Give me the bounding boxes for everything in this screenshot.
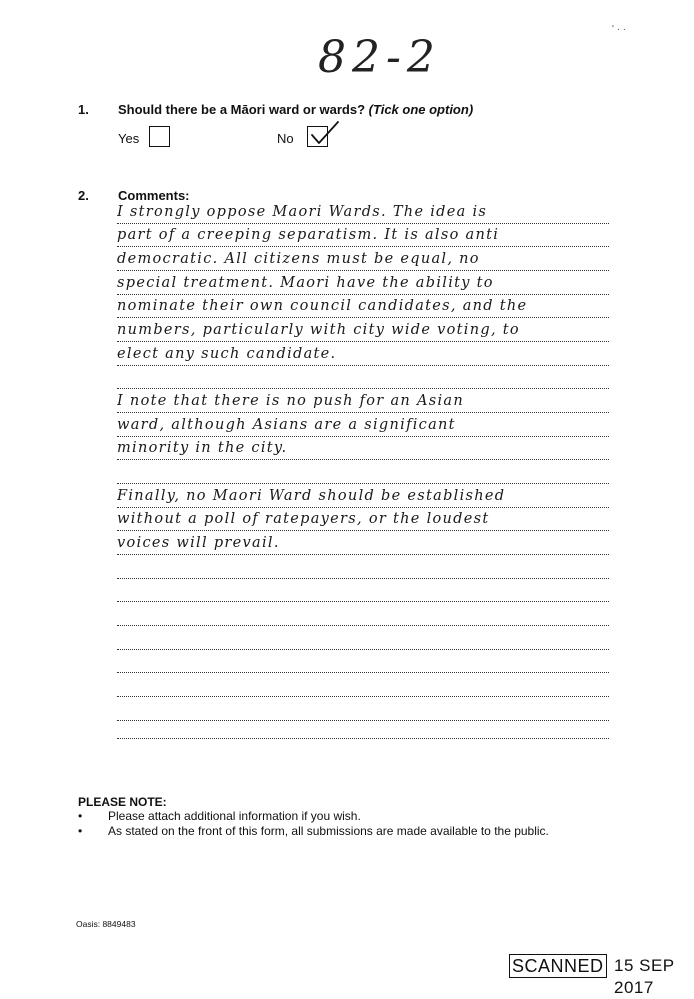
comment-line [117,366,609,389]
stamp-date: 15 SEP 2017 [614,956,675,997]
comment-line: ward, although Asians are a significant [117,414,609,437]
question-1-number: 1. [78,102,89,117]
comment-line [117,556,609,579]
comment-line: part of a creeping separatism. It is also anti [117,224,609,247]
comment-line: voices will prevail. [117,532,609,555]
question-1-prompt: Should there be a Māori ward or wards? [118,102,366,117]
note-item [78,809,361,823]
comment-line: elect any such candidate. [117,343,609,366]
comment-line [117,579,609,602]
comment-line [117,716,609,739]
comment-line: without a poll of ratepayers, or the loudest [117,508,609,531]
comment-line: democratic. All citizens must be equal, no [117,248,609,271]
comment-line: numbers, particularly with city wide voting, to [117,319,609,342]
comment-line: I strongly oppose Maori Wards. The idea is [117,201,609,224]
question-1-text [118,102,473,117]
note-item [78,824,549,838]
bullet: • [78,824,83,838]
comment-line: Finally, no Maori Ward should be established [117,485,609,508]
comments-label: Comments: [118,188,190,203]
option-yes-label: Yes [118,131,140,146]
comment-line: I note that there is no push for an Asian [117,390,609,413]
form-id: Oasis: 8849483 [76,919,136,929]
scanned-stamp: SCANNED [509,954,607,978]
comment-line [117,674,609,697]
question-2-number: 2. [78,188,89,203]
comment-line [117,461,609,484]
comment-line: special treatment. Maori have the ability to [117,272,609,295]
page-number-handwritten: 82-2 [318,32,441,83]
comment-line: minority in the city. [117,437,609,460]
option-no-checkbox[interactable] [307,126,328,147]
checkmark-icon [308,119,340,149]
scan-marks: ' · · [612,24,627,35]
comment-line [117,650,609,673]
option-yes-checkbox[interactable] [149,126,170,147]
comment-line [117,627,609,650]
question-1-instruction: (Tick one option) [368,102,474,117]
comment-line: nominate their own council candidates, and the [117,295,609,318]
comment-line [117,603,609,626]
please-note-title: PLEASE NOTE: [78,795,167,809]
option-no-label: No [277,131,294,146]
note-text: As stated on the front of this form, all submissions are made available to the public. [108,824,549,838]
note-text: Please attach additional information if you wish. [108,809,361,823]
bullet: • [78,809,83,823]
